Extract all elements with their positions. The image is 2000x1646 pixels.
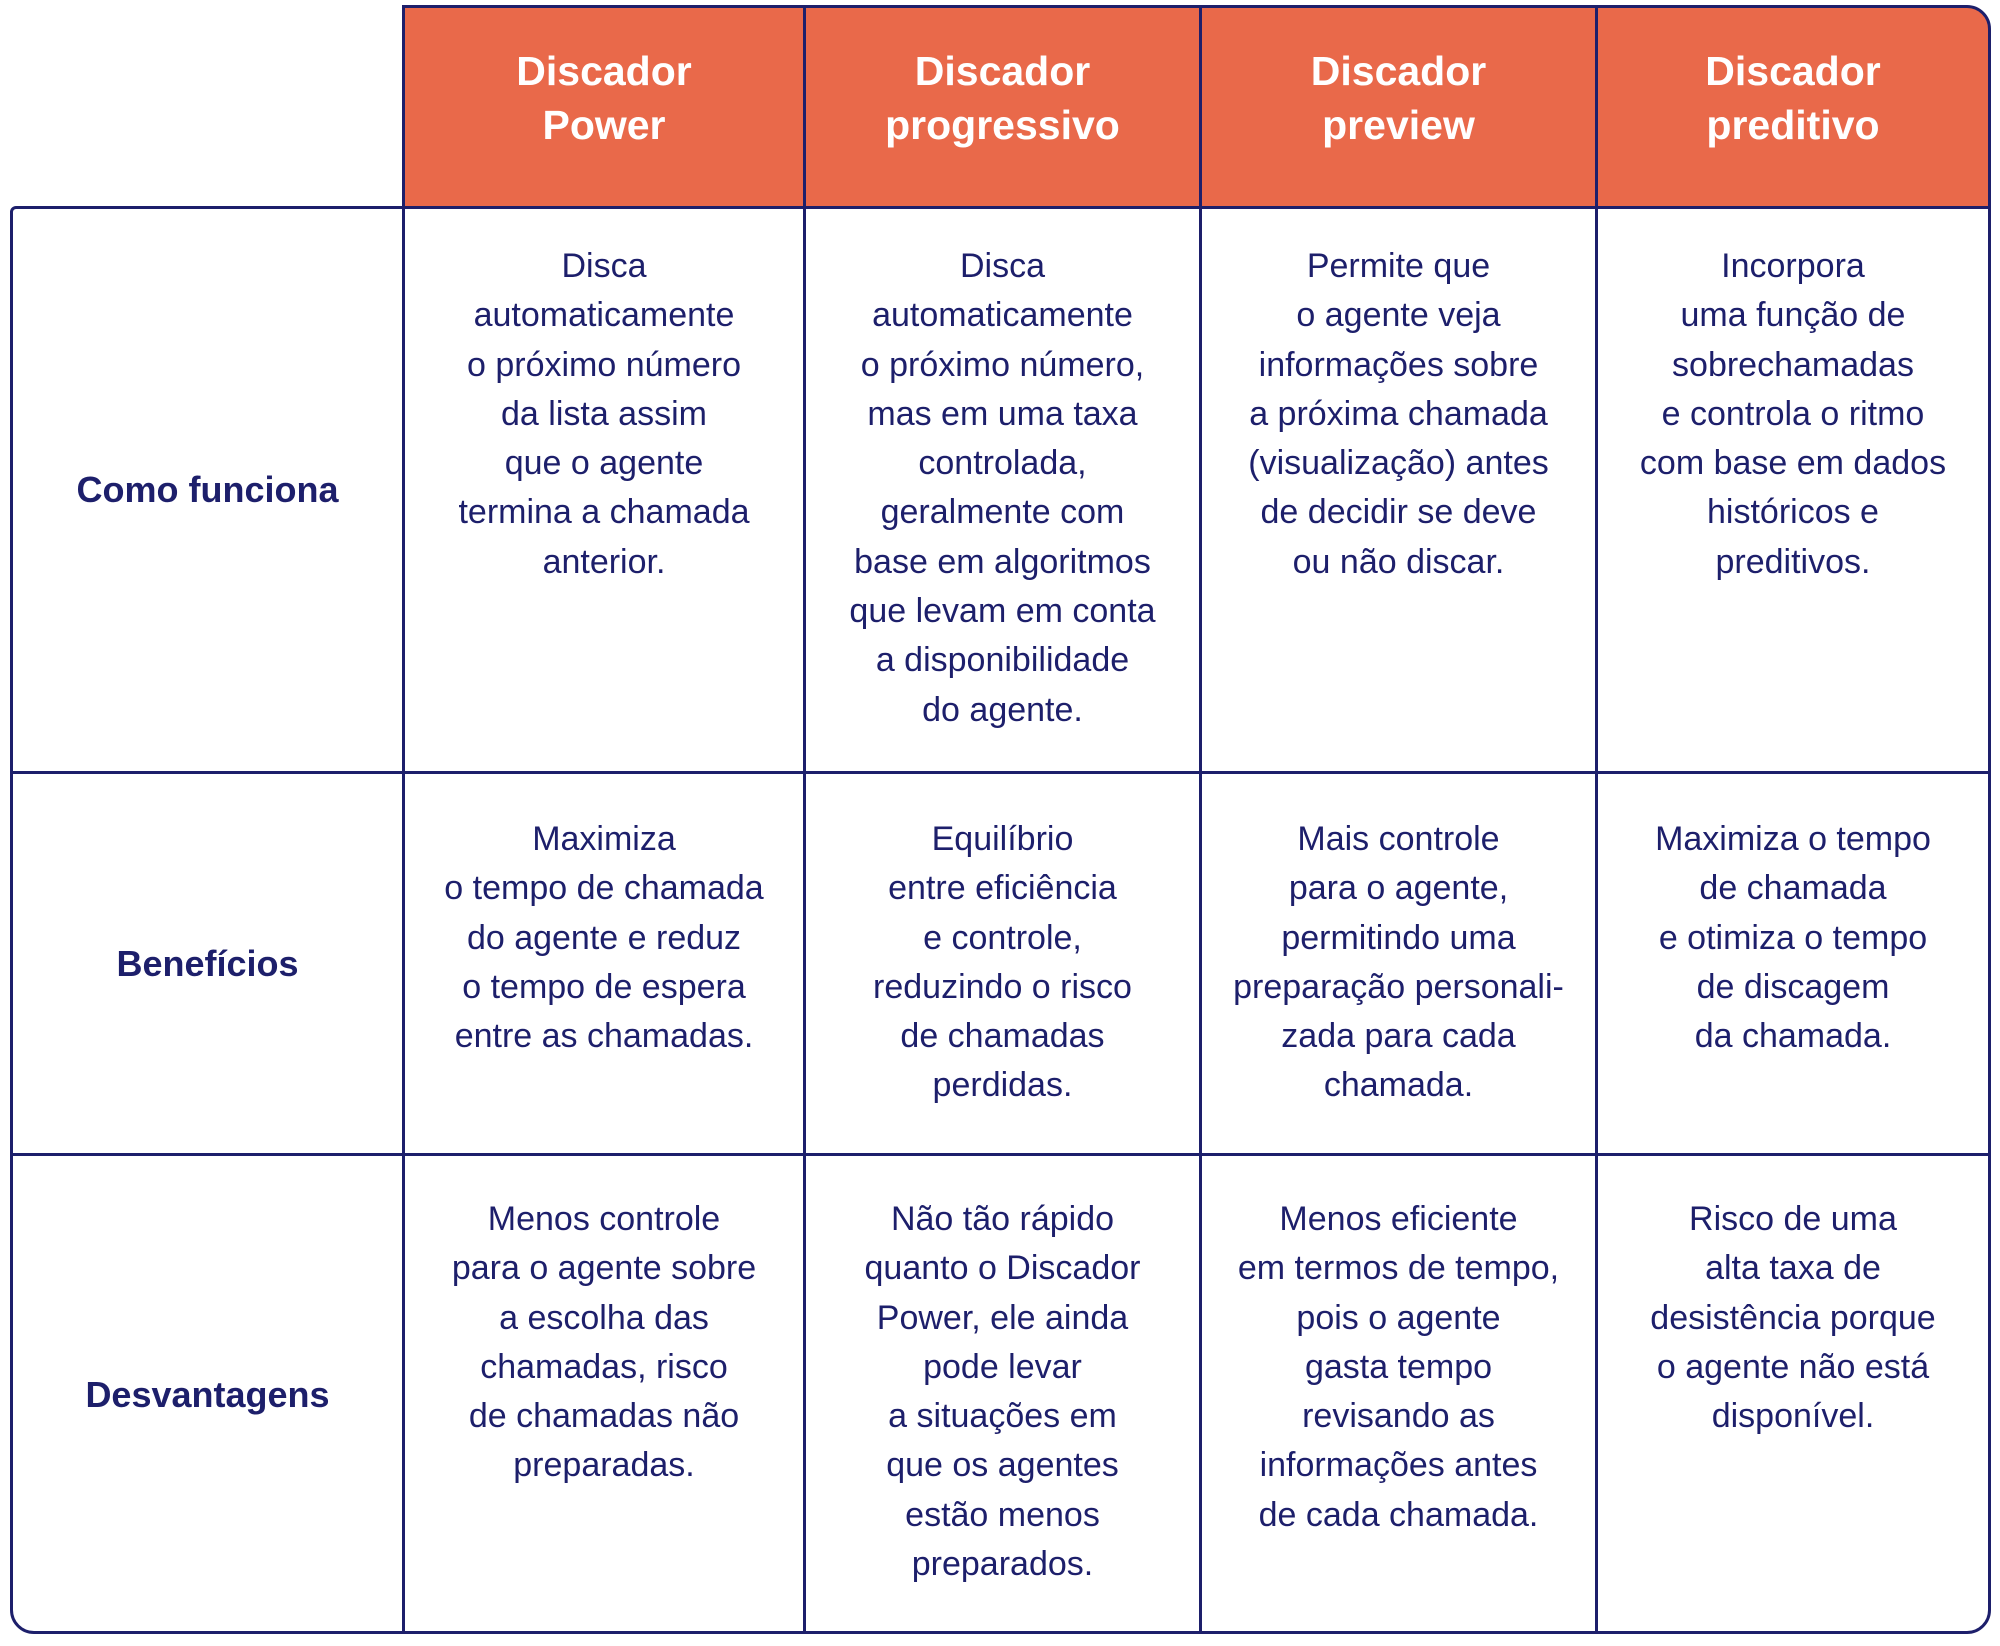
cell-text: Equilíbrio entre eficiência e controle, reduzindo o risco de chamadas perdidas.: [873, 820, 1132, 1105]
table-cell: [1598, 1195, 1988, 1441]
table-cell: [405, 1195, 803, 1491]
cell-text: Disca automaticamente o próximo número da lista assim que o agente termina a chamada anterior.: [458, 247, 750, 581]
table-cell: [1202, 815, 1595, 1111]
cell-text: Maximiza o tempo de chamada do agente e reduz o tempo de espera entre as chamadas.: [444, 820, 764, 1056]
table-cell: [405, 815, 803, 1061]
row-label-beneficios: Benefícios: [116, 942, 299, 984]
table-cell: [405, 242, 803, 587]
cell-text: Menos controle para o agente sobre a escolha das chamadas, risco de chamadas não preparadas.: [451, 1200, 757, 1485]
column-header-progressivo: Discador progressivo: [885, 48, 1120, 148]
table-cell: [1598, 815, 1988, 1061]
cell-text: Permite que o agente veja informações sobre a próxima chamada (visualização) antes de decidir se deve ou não discar.: [1248, 247, 1549, 581]
cell-text: Disca automaticamente o próximo número, mas em uma taxa controlada, geralmente com base em algoritmos que levam em conta a disponibilidade do agente.: [849, 247, 1156, 729]
cell-text: Incorpora uma função de sobrechamadas e controla o ritmo com base em dados históricos e preditivos.: [1639, 247, 1947, 581]
row-label-desvantagens: Desvantagens: [85, 1374, 330, 1415]
column-header-preview: Discador preview: [1310, 48, 1487, 148]
cell-text: Mais controle para o agente, permitindo uma preparação personali- zada para cada chamada.: [1233, 820, 1564, 1105]
column-header-preditivo: Discador preditivo: [1705, 48, 1881, 148]
cell-text: Risco de uma alta taxa de desistência porque o agente não está disponível.: [1650, 1200, 1936, 1436]
table-cell: [1202, 1195, 1595, 1540]
row-label-como-funciona: Como funciona: [76, 469, 339, 510]
table-cell: [806, 242, 1199, 735]
column-header-power: Discador Power: [516, 48, 692, 148]
cell-text: Menos eficiente em termos de tempo, pois o agente gasta tempo revisando as informações antes de cada chamada.: [1237, 1200, 1560, 1534]
cell-text: Não tão rápido quanto o Discador Power, ele ainda pode levar a situações em que os agentes estão menos preparados.: [864, 1200, 1141, 1584]
table-cell: [806, 1195, 1199, 1589]
table-cell: [1202, 242, 1595, 587]
table-cell: [806, 815, 1199, 1111]
cell-text: Maximiza o tempo de chamada e otimiza o tempo de discagem da chamada.: [1655, 820, 1931, 1056]
table-cell: [1598, 242, 1988, 587]
